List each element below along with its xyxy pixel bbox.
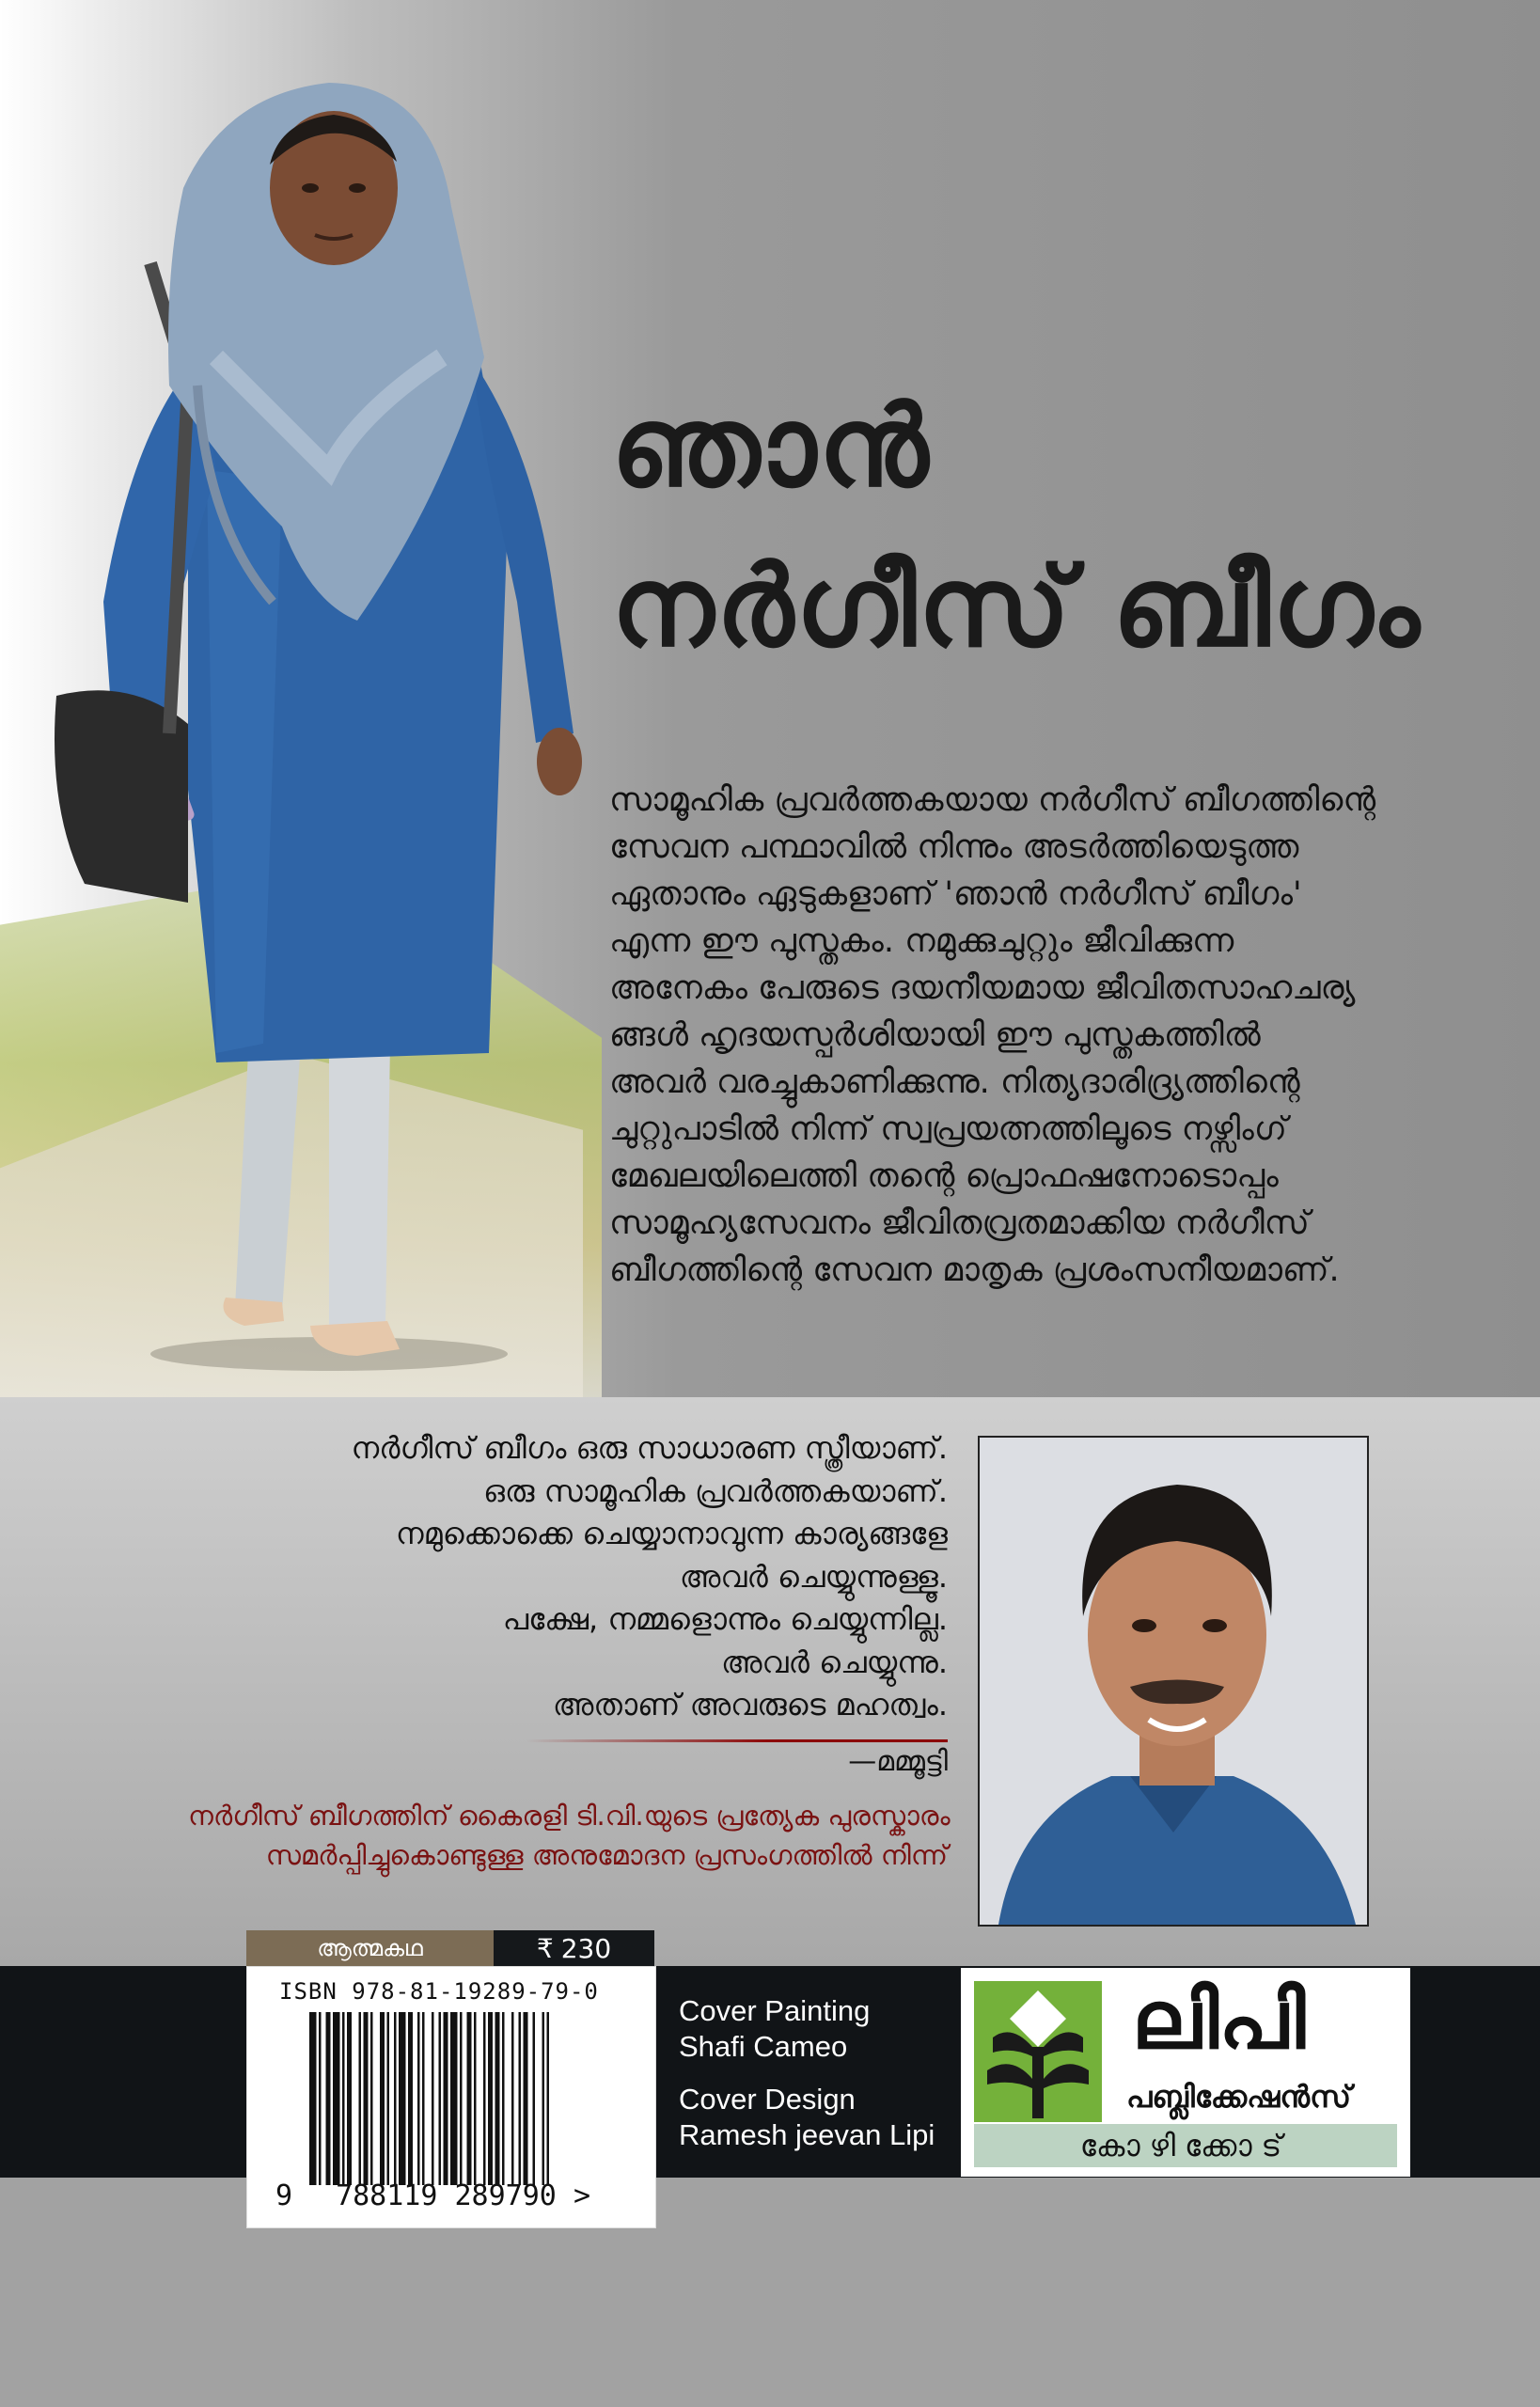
blurb-line: സേവന പന്ഥാവിൽ നിന്നും അടർത്തിയെടുത്ത — [609, 828, 1299, 866]
barcode-bar — [460, 2012, 463, 2185]
source-line: സമർപ്പിച്ചുകൊണ്ടുള്ള അനുമോദന പ്രസംഗത്തിൽ നിന്ന് — [265, 1839, 948, 1871]
barcode-bar — [439, 2012, 442, 2185]
price-label — [494, 1930, 654, 1966]
barcode-icon — [309, 2012, 620, 2185]
barcode-bar — [511, 2012, 514, 2185]
barcode-bar — [387, 2012, 390, 2185]
genre-label: ആത്മകഥ — [246, 1930, 494, 1966]
currency-symbol: ₹ — [536, 1932, 554, 1964]
blurb-line: ങ്ങൾ ഹൃദയസ്പർശിയായി ഈ പുസ്തകത്തിൽ — [609, 1016, 1261, 1054]
barcode-bar — [359, 2012, 362, 2185]
endorser-portrait-illustration — [980, 1438, 1367, 1925]
book-title-line-2: നർഗീസ് ബീഗം — [611, 542, 1422, 671]
barcode-bar — [519, 2012, 522, 2185]
quote-line: അതാണ് അവരുടെ മഹത്വം. — [552, 1687, 948, 1723]
quote-author: —മമ്മൂട്ടി — [848, 1745, 948, 1778]
barcode-bar — [474, 2012, 477, 2185]
ean-digits — [275, 2179, 642, 2212]
barcode-bar — [364, 2012, 369, 2185]
barcode-bar — [533, 2012, 536, 2185]
quote-divider — [526, 1739, 948, 1742]
quote-source — [188, 1796, 951, 1875]
ean-group-1: 788119 — [336, 2179, 438, 2212]
blurb-line: സാമൂഹ്യസേവനം ജീവിതവ്രതമാക്കിയ നർഗീസ് — [609, 1204, 1310, 1242]
endorsement-quote — [188, 1427, 948, 1727]
blurb-line: ബീഗത്തിന്റെ സേവന മാതൃക പ്രശംസനീയമാണ്. — [609, 1251, 1340, 1289]
design-label: Cover Design — [679, 2083, 856, 2116]
barcode-bar — [495, 2012, 500, 2185]
cover-credits — [679, 1993, 935, 2170]
quote-line: അവർ ചെയ്യുന്നു. — [720, 1644, 948, 1680]
barcode-bar — [347, 2012, 352, 2185]
author-walking-photo — [47, 75, 611, 1373]
blurb-line: എന്ന ഈ പുസ്തകം. നമുക്കുചുറ്റും ജീവിക്കുന്ന — [609, 922, 1234, 960]
barcode-bar — [467, 2012, 472, 2185]
price-amount: 230 — [560, 1932, 612, 1964]
isbn-text: ISBN 978-81-19289-79-0 — [279, 1978, 599, 2005]
publisher-city: കോഴിക്കോട് — [974, 2124, 1397, 2167]
barcode-bar — [319, 2012, 322, 2185]
quote-line: അവർ ചെയ്യുന്നുള്ളൂ. — [679, 1558, 948, 1595]
blurb-line: ഏതാനും ഏടുകളാണ് 'ഞാൻ നർഗീസ് ബീഗം' — [609, 875, 1302, 913]
barcode-bar — [399, 2012, 406, 2185]
book-title-line-1: ഞാൻ — [611, 382, 931, 511]
barcode-bar — [450, 2012, 458, 2185]
book-title — [611, 367, 1457, 686]
blurb-line: അവർ വരച്ചുകാണിക്കുന്നു. നിത്യദാരിദ്ര്യത്തിന്റെ — [609, 1063, 1300, 1101]
design-name: Ramesh jeevan Lipi — [679, 2118, 935, 2151]
barcode-bar — [417, 2012, 420, 2185]
source-line: നർഗീസ് ബീഗത്തിന് കൈരളി ടി.വി.യുടെ പ്രത്യേക പുരസ്കാരം — [188, 1800, 951, 1832]
barcode-bar — [444, 2012, 448, 2185]
barcode-bar — [488, 2012, 493, 2185]
barcode-bar — [408, 2012, 413, 2185]
barcode-bar — [483, 2012, 486, 2185]
barcode-bar — [380, 2012, 385, 2185]
barcode-bar — [542, 2012, 545, 2185]
barcode-bar — [502, 2012, 505, 2185]
barcode-bar — [333, 2012, 340, 2185]
quote-line: നർഗീസ് ബീഗം ഒരു സാധാരണ സ്ത്രീയാണ്. — [351, 1430, 948, 1466]
quote-line: നമുക്കൊക്കെ ചെയ്യാനാവുന്ന കാര്യങ്ങളേ — [395, 1516, 948, 1551]
publisher-tree-icon — [974, 1981, 1102, 2122]
barcode-bar — [547, 2012, 550, 2185]
genre-price-bar — [246, 1930, 654, 1966]
painting-label: Cover Painting — [679, 1994, 871, 2027]
barcode-bar — [524, 2012, 528, 2185]
barcode-bar — [309, 2012, 317, 2185]
quote-line: പക്ഷേ, നമ്മളൊന്നും ചെയ്യുന്നില്ല. — [502, 1601, 948, 1637]
barcode-panel — [246, 1966, 656, 2228]
barcode-bar — [326, 2012, 331, 2185]
endorser-photo — [978, 1436, 1369, 1927]
blurb-line: സാമൂഹിക പ്രവർത്തകയായ നർഗീസ് ബീഗത്തിന്റെ — [609, 781, 1376, 819]
publisher-name: ലിപി — [1132, 1974, 1306, 2068]
painting-name: Shafi Cameo — [679, 2030, 848, 2063]
publisher-logo — [961, 1968, 1410, 2177]
barcode-bar — [394, 2012, 397, 2185]
publisher-subtitle: പബ്ലിക്കേഷൻസ് — [1126, 2079, 1351, 2115]
ean-end-mark: > — [573, 2179, 590, 2212]
painting-credit — [679, 1993, 935, 2065]
barcode-bar — [370, 2012, 373, 2185]
blurb-line: മേഖലയിലെത്തി തന്റെ പ്രൊഫഷനോടൊപ്പം — [609, 1157, 1279, 1195]
ean-first-digit: 9 — [275, 2179, 293, 2212]
barcode-bar — [432, 2012, 434, 2185]
design-credit — [679, 2082, 935, 2153]
blurb-line: അനേകം പേരുടെ ദയനീയമായ ജീവിതസാഹചര്യ — [609, 969, 1356, 1007]
blurb-line: ചുറ്റുപാടിൽ നിന്ന് സ്വപ്രയത്നത്തിലൂടെ നഴ്സിംഗ് — [609, 1110, 1287, 1148]
ean-group-2: 289790 — [454, 2179, 557, 2212]
quote-line: ഒരു സാമൂഹിക പ്രവർത്തകയാണ്. — [483, 1472, 948, 1509]
barcode-bar — [342, 2012, 345, 2185]
book-blurb — [609, 777, 1484, 1294]
barcode-bar — [422, 2012, 425, 2185]
